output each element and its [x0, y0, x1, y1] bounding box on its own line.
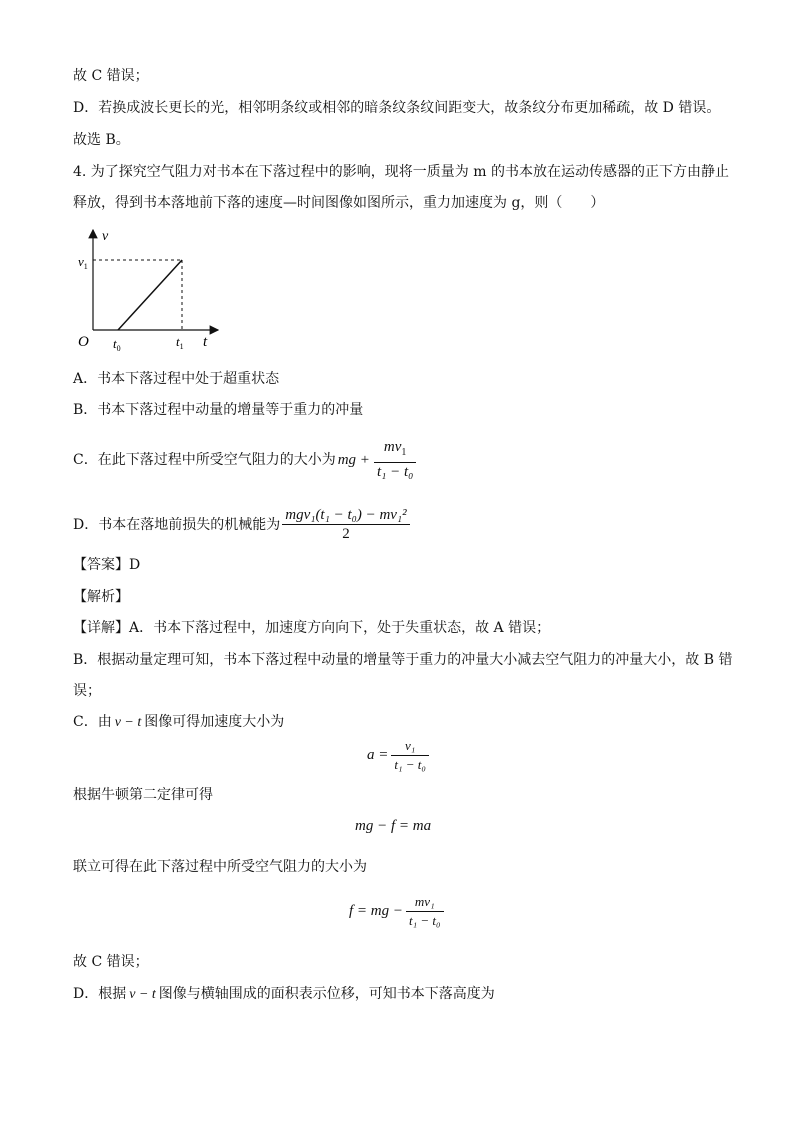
t1-label: $t_1$ [176, 334, 184, 351]
option-d [73, 506, 410, 543]
option-a: A．书本下落过程中处于超重状态 [73, 371, 280, 387]
option-d-fraction: $\frac{\text{mgv₁(t₁ − t₀) − mv₁²}}{2}$ [282, 506, 409, 543]
text-line: D．若换成波长更长的光，相邻明条纹或相邻的暗条纹条纹间距变大，故条纹分布更加稀疏，故 D 错误。 [73, 100, 721, 116]
option-c-fraction: $\frac{mv_1}{\text{t₁ − t₀}}$ [374, 438, 416, 481]
origin-label: O [78, 334, 89, 350]
detail-a: 【详解】A．书本下落过程中，加速度方向向下，处于失重状态，故 A 错误； [73, 620, 551, 636]
v-axis-label: v [102, 229, 109, 244]
newton-equation: mg − f = ma [355, 818, 432, 834]
detail-c: C．由 v − t 图像可得加速度大小为 [73, 714, 285, 730]
detail-b-cont: 误； [73, 683, 101, 699]
question-text: 释放，得到书本落地前下落的速度—时间图像如图所示，重力加速度为 g，则（ ） [73, 195, 605, 211]
answer-label: 【答案】D [73, 557, 141, 573]
combine-text: 联立可得在此下落过程中所受空气阻力的大小为 [73, 859, 367, 875]
velocity-time-graph [72, 224, 232, 354]
option-c [73, 438, 416, 481]
detail-b: B．根据动量定理可知，书本下落过程中动量的增量等于重力的冲量大小减去空气阻力的冲量大小，故 B 错 [73, 652, 733, 668]
drag-equation: f = mg − $\frac{\text{mv₁}}{\text{t₁ − t₀}}$ [349, 893, 444, 930]
option-b: B．书本下落过程中动量的增量等于重力的冲量 [73, 402, 364, 418]
option-c-text: C．在此下落过程中所受空气阻力的大小为 [73, 451, 336, 468]
detail-d: D．根据 v − t 图像与横轴围成的面积表示位移，可知书本下落高度为 [73, 986, 495, 1002]
acceleration-equation: a = $\frac{\text{v₁}}{\text{t₁ − t₀}}$ [367, 737, 429, 774]
text-line: 故 C 错误； [73, 68, 149, 84]
analysis-label: 【解析】 [73, 589, 129, 605]
c-wrong: 故 C 错误； [73, 954, 149, 970]
t-axis-label: t [203, 334, 208, 350]
option-c-formula-lead: mg + [337, 451, 370, 468]
t0-label: $t_0$ [113, 336, 121, 353]
newton-text: 根据牛顿第二定律可得 [73, 787, 213, 803]
question-text: 4. 为了探究空气阻力对书本在下落过程中的影响，现将一质量为 m 的书本放在运动传感器的正下方由静止 [73, 164, 729, 180]
text-line: 故选 B。 [73, 132, 130, 148]
v1-label: $v_1$ [78, 254, 88, 271]
option-d-text: D．书本在落地前损失的机械能为 [73, 516, 281, 533]
velocity-line [118, 260, 182, 330]
